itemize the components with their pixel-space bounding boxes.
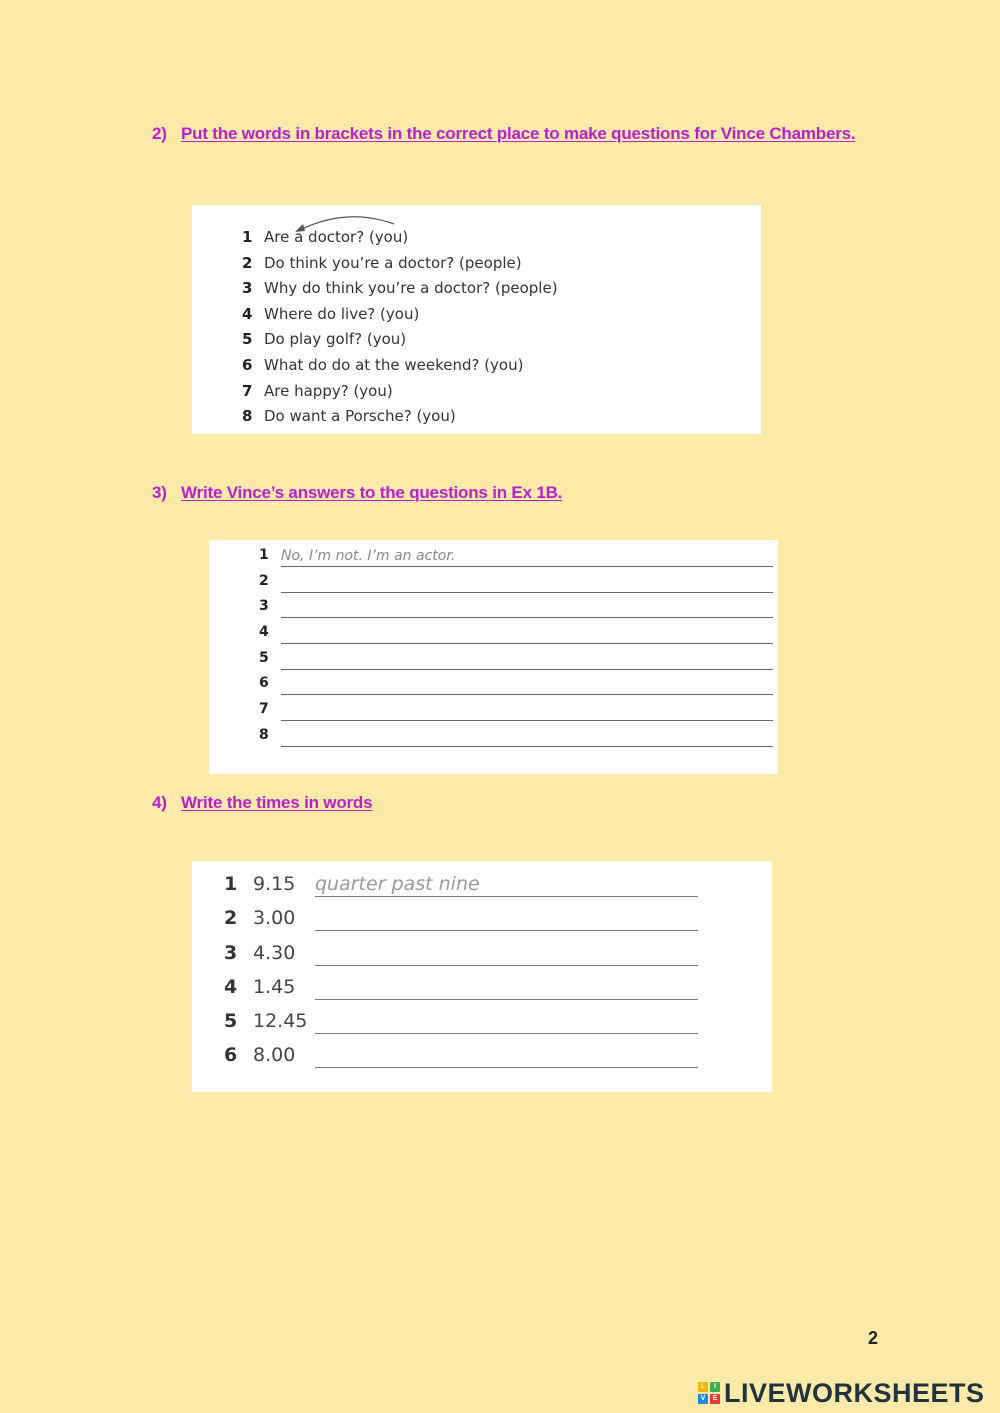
logo-tile: L: [698, 1382, 708, 1392]
item-number: 4: [224, 975, 238, 998]
answer-line[interactable]: [315, 1043, 698, 1068]
list-item: [242, 404, 558, 430]
exercise-number: 3): [152, 483, 167, 502]
item-number: 3: [224, 941, 238, 964]
answer-line[interactable]: [281, 573, 773, 593]
answer-line[interactable]: [281, 650, 773, 670]
time-value: 4.30: [253, 941, 296, 964]
list-item: [242, 251, 558, 277]
question-text: Where do live? (you): [264, 304, 420, 323]
item-number: 3: [259, 598, 269, 615]
logo-tile: E: [710, 1394, 720, 1404]
answer-line[interactable]: [281, 727, 773, 747]
list-item: [242, 379, 558, 405]
item-number: 1: [224, 873, 238, 895]
question-list: [242, 225, 558, 430]
list-item: [242, 327, 558, 353]
question-text: Do think you’re a doctor? (people): [264, 253, 522, 272]
item-number: 3: [242, 279, 253, 298]
logo-tile: I: [710, 1382, 720, 1392]
item-number: 1: [259, 547, 269, 563]
list-item: [242, 353, 558, 379]
item-number: 8: [242, 407, 253, 426]
question-text: Do want a Porsche? (you): [264, 407, 456, 426]
answer-line[interactable]: [281, 701, 773, 721]
item-number: 2: [242, 253, 253, 272]
item-number: 8: [259, 726, 269, 743]
item-number: 4: [242, 304, 253, 323]
exercise-3-panel: [209, 540, 778, 774]
item-number: 7: [242, 381, 253, 400]
answer-line[interactable]: [315, 941, 698, 966]
brand-name: LIVEWORKSHEETS: [724, 1377, 985, 1408]
item-number: 5: [259, 649, 269, 666]
answer-line[interactable]: [315, 906, 698, 931]
item-number: 1: [242, 228, 253, 246]
item-number: 5: [242, 330, 253, 349]
list-item: [242, 302, 558, 328]
answer-line[interactable]: [281, 675, 773, 695]
item-number: 6: [242, 355, 253, 374]
time-value: 3.00: [253, 907, 296, 930]
answer-line[interactable]: [281, 624, 773, 644]
item-number: 2: [259, 572, 269, 589]
answer-line[interactable]: [315, 1009, 698, 1034]
page-number: 2: [868, 1328, 879, 1348]
question-text: What do do at the weekend? (you): [264, 355, 524, 374]
exercise-2-panel: [192, 205, 761, 434]
item-number: 5: [224, 1010, 238, 1033]
answer-line[interactable]: [281, 598, 773, 618]
question-text: Are a doctor? (you): [264, 228, 409, 246]
answer-line[interactable]: [315, 975, 698, 1000]
exercise-instruction: Put the words in brackets in the correct place to make questions for Vince Chambers.: [181, 124, 856, 143]
time-value: 1.45: [253, 975, 296, 998]
liveworksheets-logo-icon: [698, 1382, 720, 1404]
item-number: 2: [224, 907, 238, 930]
time-value: 8.00: [253, 1044, 296, 1067]
item-number: 6: [259, 675, 269, 692]
exercise-instruction: Write the times in words: [181, 793, 373, 812]
exercise-instruction: Write Vince’s answers to the questions in Ex 1B.: [181, 483, 563, 502]
item-number: 4: [259, 624, 269, 641]
exercise-4-heading: [152, 793, 372, 813]
question-text: Do play golf? (you): [264, 330, 407, 349]
footer-logo[interactable]: [698, 1378, 985, 1408]
question-text: Are happy? (you): [264, 381, 393, 400]
exercise-2-heading: [152, 124, 855, 144]
list-item: [242, 225, 558, 251]
time-value: 9.15: [253, 873, 296, 895]
exercise-4-panel: [192, 861, 772, 1092]
item-number: 6: [224, 1044, 238, 1067]
list-item: [242, 276, 558, 302]
logo-tile: V: [698, 1394, 708, 1404]
exercise-number: 2): [152, 124, 167, 143]
answer-line[interactable]: No, I’m not. I’m an actor.: [281, 547, 773, 567]
exercise-3-heading: [152, 483, 562, 503]
item-number: 7: [259, 701, 269, 718]
answer-line[interactable]: quarter past nine: [315, 872, 698, 897]
time-value: 12.45: [253, 1010, 308, 1033]
exercise-number: 4): [152, 793, 167, 812]
question-text: Why do think you’re a doctor? (people): [264, 279, 558, 298]
